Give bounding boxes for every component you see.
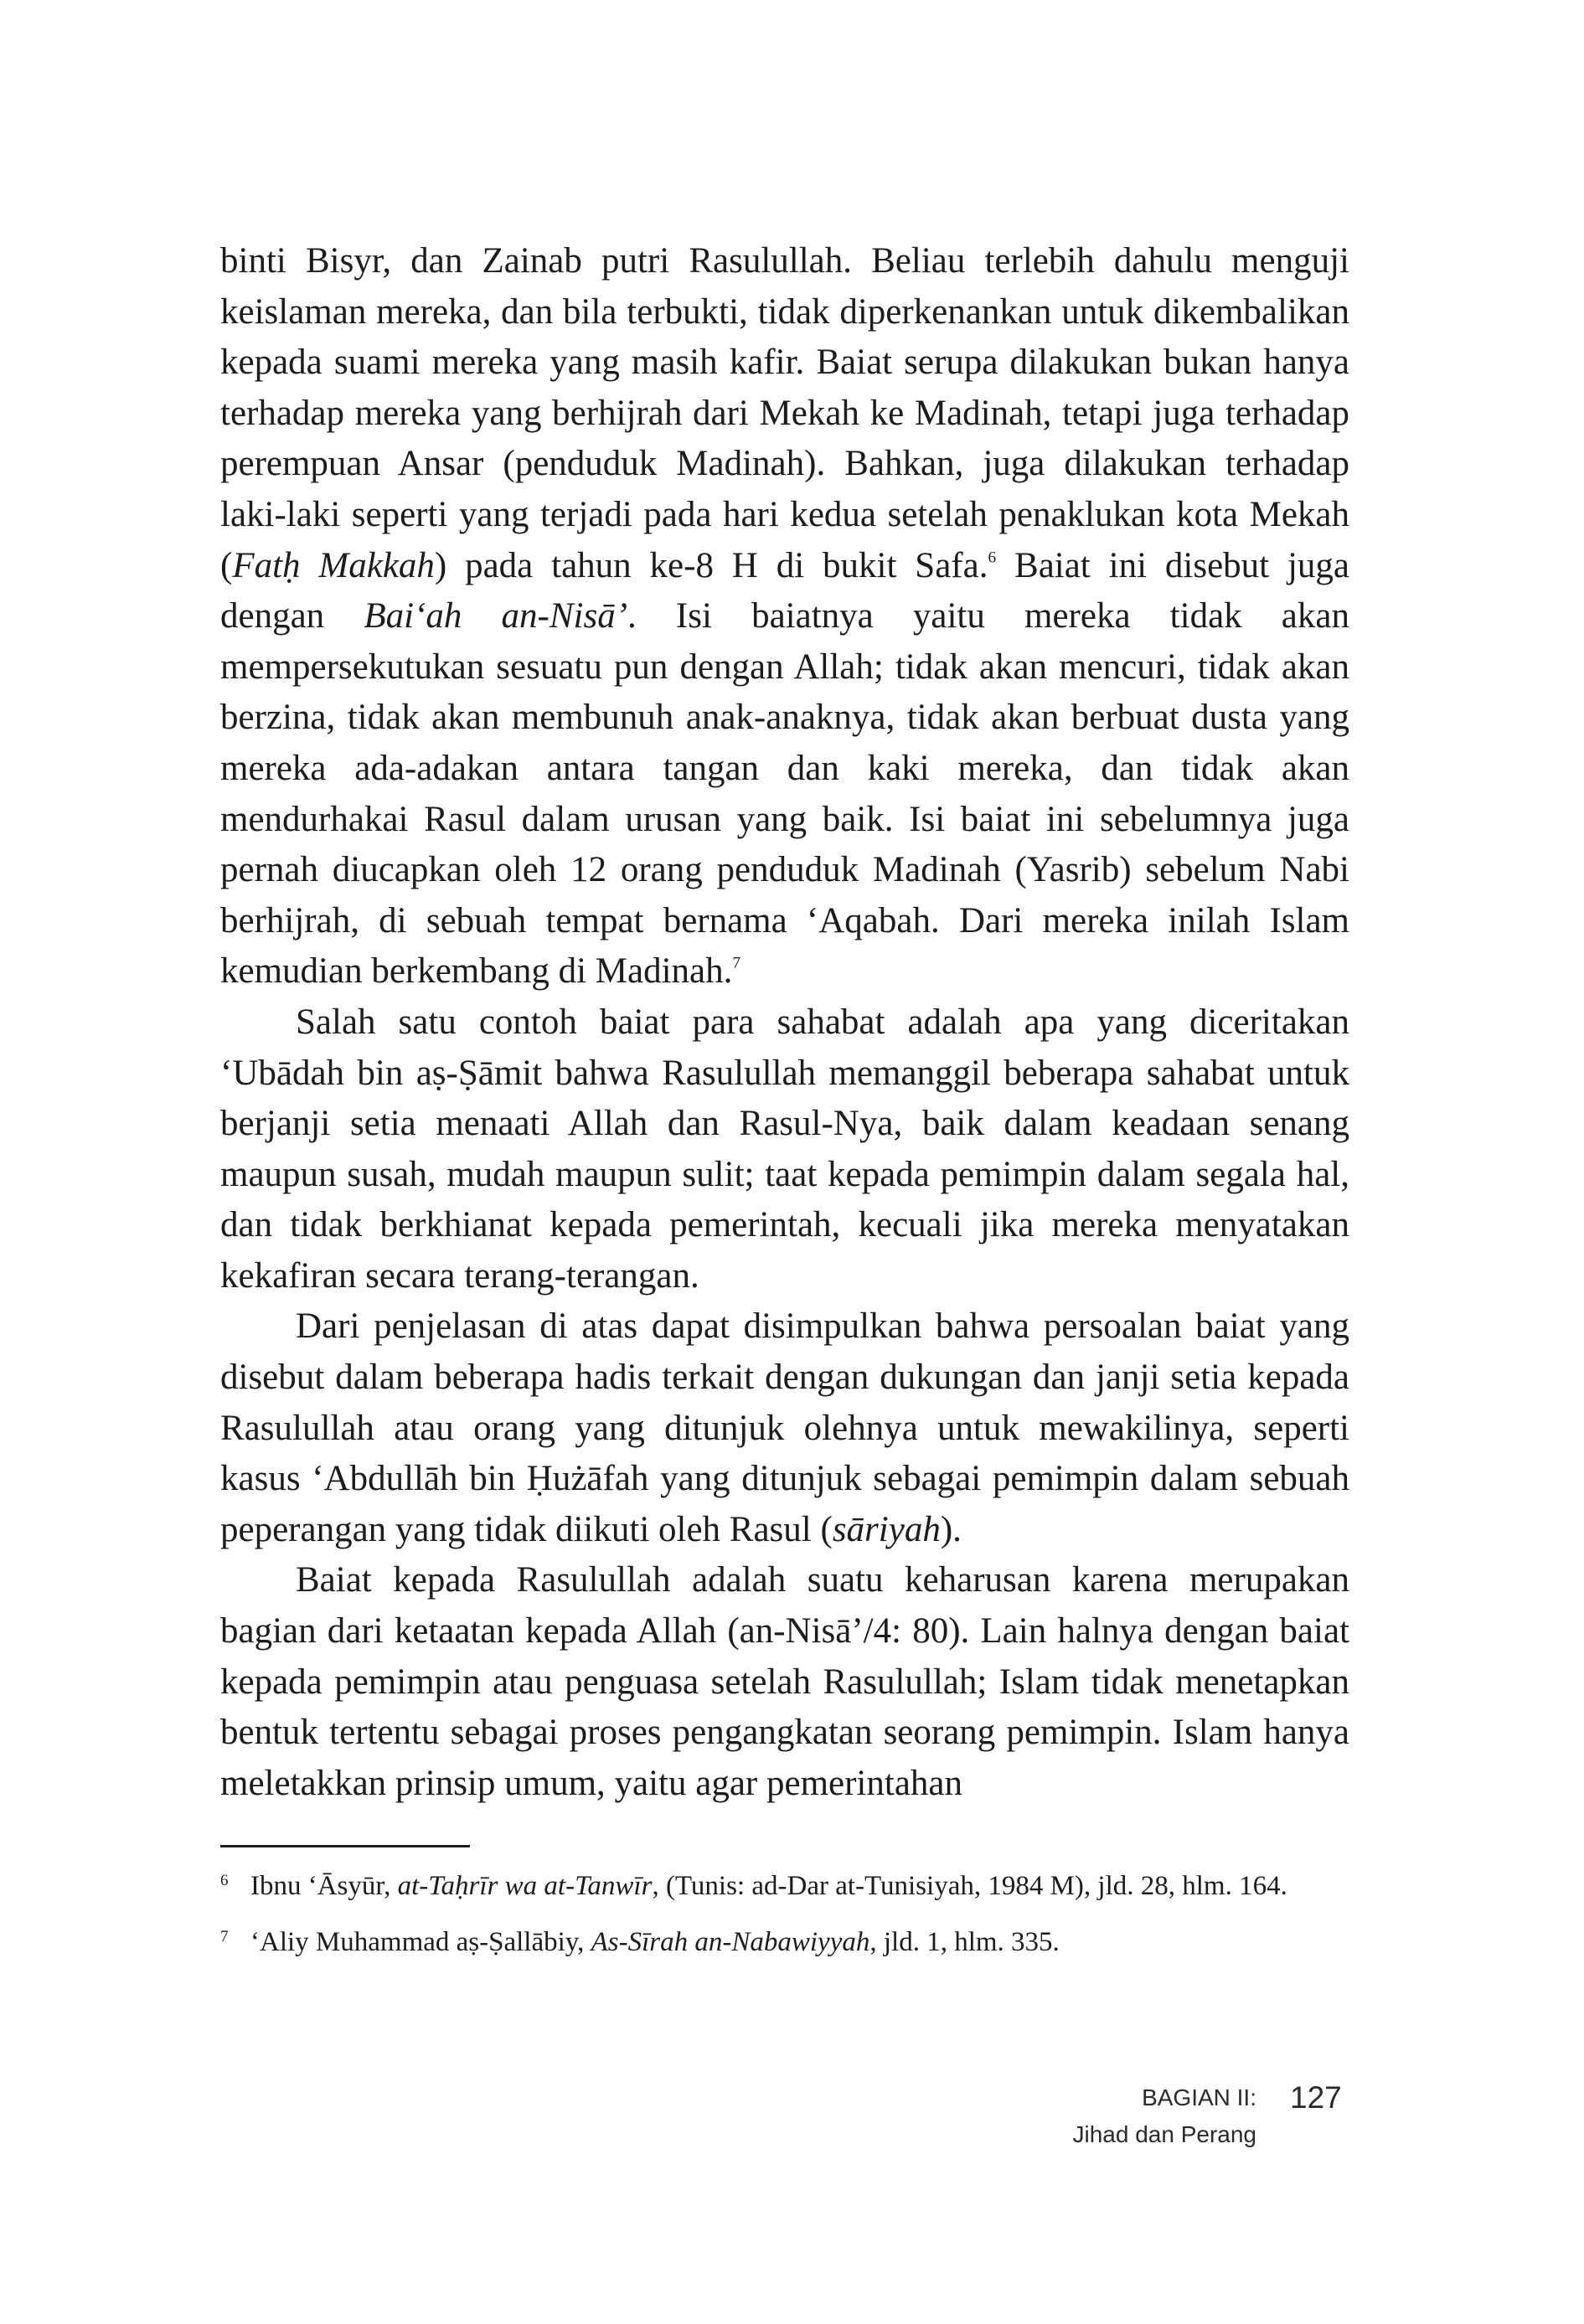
italic-term: Bai‘ah an-Nisā’ (364, 596, 628, 636)
footnote-7 (220, 1921, 1349, 1963)
footnote-6 (220, 1865, 1349, 1907)
paragraph-2: Salah satu contoh baiat para sahabat adalah apa yang diceritakan ‘Ubādah bin aṣ-Ṣāmit bahwa Rasulullah memanggil beberapa sahabat untuk berjanji setia menaati Allah dan Rasul-Nya, baik dalam keadaan senang maupun susah, mudah maupun sulit; taat kepada pemimpin dalam segala hal, dan tidak berkhianat kepada pemerintah, kecuali jika mereka menyatakan kekafiran secara terang-terangan. (220, 1002, 1349, 1296)
section-label: BAGIAN II: (1142, 2084, 1256, 2110)
footnote-divider (220, 1845, 470, 1847)
footnote-text: , jld. 1, hlm. 335. (869, 1927, 1060, 1957)
footnote-title: As-Sīrah an-Nabawiyyah (591, 1927, 870, 1957)
footnote-text: Ibnu ‘Āsyūr, (250, 1871, 398, 1901)
footnote-title: at-Taḥrīr wa at-Tanwīr (397, 1871, 653, 1901)
footnote-number: 7 (220, 1928, 229, 1945)
footnotes (220, 1865, 1349, 1977)
paragraph-1-text: Baiat ini disebut juga dengan (220, 545, 1349, 636)
footnote-text: , (Tunis: ad-Dar at-Tunisiyah, 1984 M), jld. 28, hlm. 164. (652, 1871, 1287, 1901)
footnote-ref: 7 (732, 954, 741, 972)
paragraph-3-text: Dari penjelasan di atas dapat disimpulkan bahwa persoalan baiat yang disebut dalam beberapa hadis terkait dengan dukungan dan janji setia kepada Rasulullah atau orang yang ditunjuk olehnya untuk mewakilinya, seperti kasus ‘Abdullāh bin Ḥużāfah yang ditunjuk sebagai pemimpin dalam sebuah peperangan yang tidak diikuti oleh Rasul ( (220, 1306, 1349, 1549)
paragraph-3-text: ). (940, 1509, 962, 1549)
paragraph-4: Baiat kepada Rasulullah adalah suatu keharusan karena merupakan bagian dari ketaatan kepada Allah (an-Nisā’/4: 80). Lain halnya dengan baiat kepada pemimpin atau penguasa setelah Rasulullah; Islam tidak menetapkan bentuk tertentu sebagai proses pengangkatan seorang pemimpin. Islam hanya meletakkan prinsip umum, yaitu agar pemerintahan (220, 1560, 1349, 1803)
paragraph-1-text: . Isi baiatnya yaitu mereka tidak akan mempersekutukan sesuatu pun dengan Allah; tidak akan mencuri, tidak akan berzina, tidak akan membunuh anak-anaknya, tidak akan berbuat dusta yang mereka ada-adakan antara tangan dan kaki mereka, dan tidak akan mendurhakai Rasul dalam urusan yang baik. Isi baiat ini sebelumnya juga pernah diucapkan oleh 12 orang penduduk Madinah (Yasrib) sebelum Nabi berhijrah, di sebuah tempat bernama ‘Aqabah. Dari mereka inilah Islam kemudian berkembang di Madinah. (220, 596, 1349, 992)
paragraph-3 (220, 1301, 1349, 1555)
page-number: 127 (1290, 2080, 1342, 2115)
section-title: Jihad dan Perang (1072, 2121, 1256, 2147)
footnote-number: 6 (220, 1872, 229, 1889)
footnote-text: ‘Aliy Muhammad aṣ-Ṣallābiy, (250, 1927, 591, 1957)
footnote-ref: 6 (988, 549, 997, 567)
italic-term: sāriyah (832, 1509, 941, 1549)
paragraph-1-text: binti Bisyr, dan Zainab putri Rasulullah. Beliau terlebih dahulu menguji keislaman mereka, dan bila terbukti, tidak diperkenankan untuk dikembalikan kepada suami mereka yang masih kafir. Baiat serupa dilakukan bukan hanya terhadap mereka yang berhijrah dari Mekah ke Madinah, tetapi juga terhadap perempuan Ansar (penduduk Madinah). Bahkan, juga dilakukan terhadap laki-laki seperti yang terjadi pada hari kedua setelah penaklukan kota Mekah ( (220, 241, 1349, 585)
paragraph-1-text: ) pada tahun ke-8 H di bukit Safa. (434, 545, 988, 585)
main-text (220, 236, 1349, 1809)
paragraph-1 (220, 236, 1349, 997)
italic-term: Fatḥ Makkah (232, 545, 435, 585)
